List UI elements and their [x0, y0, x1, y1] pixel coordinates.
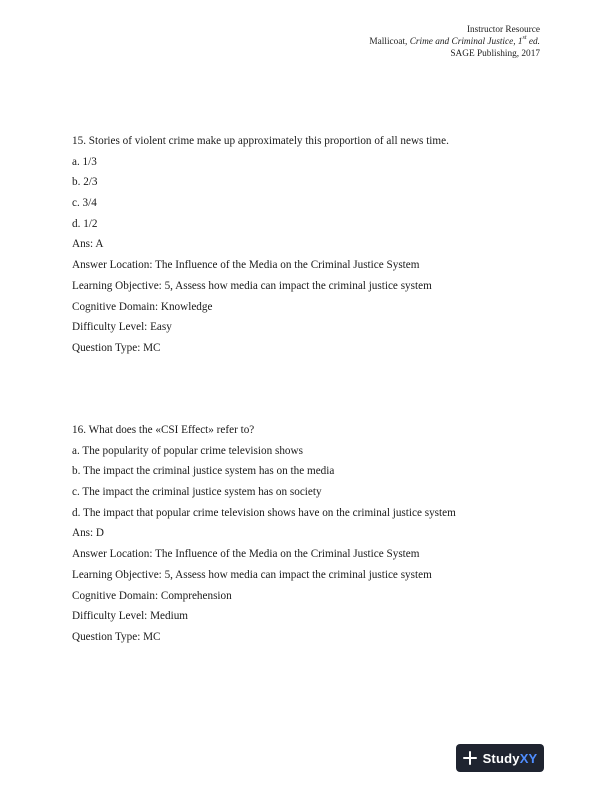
- brand-accent: XY: [519, 750, 538, 766]
- question-stem: 16. What does the «CSI Effect» refer to?: [72, 424, 255, 436]
- cognitive-domain: Cognitive Domain: Comprehension: [72, 589, 232, 602]
- page-header: [369, 24, 540, 60]
- question-stem: 15. Stories of violent crime make up approximately this proportion of all news time.: [72, 135, 449, 147]
- question-type: Question Type: MC: [72, 630, 161, 643]
- header-edition-suffix: ed.: [526, 37, 540, 47]
- header-author: Mallicoat,: [369, 37, 410, 47]
- header-citation: [369, 36, 540, 48]
- learning-objective: Learning Objective: 5, Assess how media can impact the criminal justice system: [72, 568, 432, 581]
- answer: Ans: D: [72, 527, 105, 540]
- option-a: a. The popularity of popular crime television shows: [72, 444, 303, 457]
- answer-location: Answer Location: The Influence of the Media on the Criminal Justice System: [72, 548, 420, 561]
- learning-objective: Learning Objective: 5, Assess how media can impact the criminal justice system: [72, 279, 432, 292]
- option-b: b. 2/3: [72, 176, 98, 189]
- plus-icon: [463, 751, 477, 765]
- studyxy-badge[interactable]: [456, 744, 544, 772]
- header-publisher: SAGE Publishing, 2017: [450, 49, 540, 59]
- question-type: Question Type: MC: [72, 341, 161, 354]
- option-d: d. The impact that popular crime television shows have on the criminal justice system: [72, 506, 456, 519]
- header-book-title: Crime and Criminal Justice, 1: [409, 37, 523, 47]
- option-a: a. 1/3: [72, 155, 97, 168]
- cognitive-domain: Cognitive Domain: Knowledge: [72, 300, 213, 313]
- brand-main: Study: [482, 750, 520, 766]
- header-resource-label: Instructor Resource: [466, 25, 540, 35]
- option-b: b. The impact the criminal justice system has on the media: [72, 465, 335, 478]
- question-16: [72, 424, 542, 652]
- answer: Ans: A: [72, 238, 104, 251]
- option-c: c. The impact the criminal justice system has on society: [72, 486, 322, 499]
- option-c: c. 3/4: [72, 197, 97, 210]
- studyxy-logo-text: [483, 751, 538, 766]
- question-15: [72, 135, 542, 363]
- header-edition-sup: st: [522, 34, 527, 41]
- difficulty-level: Difficulty Level: Easy: [72, 321, 172, 334]
- option-d: d. 1/2: [72, 217, 98, 230]
- difficulty-level: Difficulty Level: Medium: [72, 610, 188, 623]
- answer-location: Answer Location: The Influence of the Media on the Criminal Justice System: [72, 259, 420, 272]
